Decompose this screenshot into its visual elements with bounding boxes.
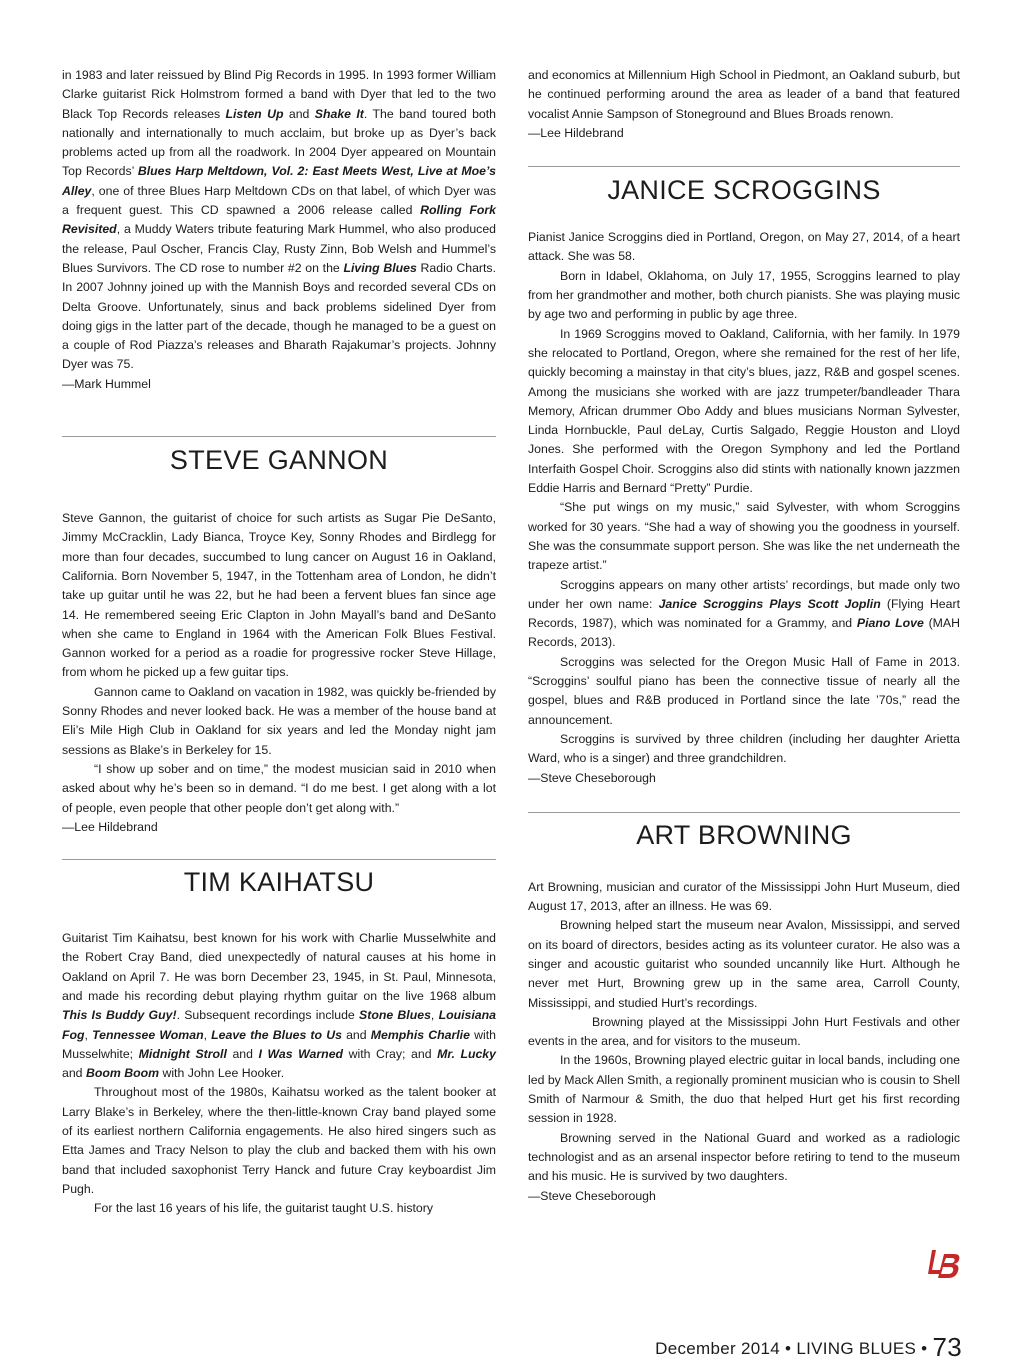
paragraph bbox=[528, 1051, 960, 1128]
text-run: Scroggins appears on many other artists’ recordings, but made only two under her own name: bbox=[528, 577, 960, 611]
text-run: Throughout most of the 1980s, Kaihatsu worked as the talent booker at Larry Blake’s in Berkeley, where the then-little-known Cray band played some of its earliest northern California engagements. He also hired singers such as Etta James and Tracy Nelson to play the club and backed them with his own band that included saxophonist Terry Hanck and future Cray keyboardist Jim Pugh. bbox=[62, 1085, 496, 1196]
title-emphasis: Listen Up bbox=[225, 106, 284, 121]
text-run: . Subsequent recordings include bbox=[176, 1008, 360, 1023]
title-emphasis: Leave the Blues to Us bbox=[211, 1027, 342, 1042]
paragraph bbox=[528, 878, 960, 917]
paragraph bbox=[528, 653, 960, 730]
title-emphasis: Memphis Charlie bbox=[370, 1027, 470, 1042]
title-emphasis: Piano Love bbox=[856, 616, 924, 631]
text-run: . The band toured both nationally and internationally to much acclaim, but broke up as Dyer’s back problems acted up from all the roadwork. In 2004 Dyer appeared on Mountain Top Records’ bbox=[62, 106, 496, 179]
section-title: STEVE GANNON bbox=[169, 445, 389, 476]
paragraph bbox=[528, 1129, 960, 1187]
section-divider bbox=[528, 812, 960, 813]
living-blues-logo bbox=[926, 1244, 964, 1282]
text-run: In 1969 Scroggins moved to Oakland, California, with her family. In 1979 she relocated to Portland, Oregon, where she remained for the rest of her life, quickly becoming a mainstay in that city’s blues, jazz, R&B and gospel scenes. Among the musicians she worked with are jazz trumpeter/bandleader Thara Memory, African drummer Obo Addy and blues musicians Norman Sylvester, Linda Hornbuckle, Paul deLay, Curtis Salgado, Reggie Houston and Lloyd Jones. She performed with the Oregon Symphony and led the Portland Interfaith Gospel Choir. Scroggins also did stints with nationally known jazzmen Eddie Harris and Bernard “Pretty” Purdie. bbox=[528, 326, 960, 496]
text-run: , bbox=[430, 1008, 439, 1023]
signature: —Steve Cheseborough bbox=[528, 770, 656, 785]
title-emphasis: I Was Warned bbox=[258, 1046, 344, 1061]
title-emphasis: Living Blues bbox=[343, 260, 417, 275]
page-footer bbox=[655, 1332, 962, 1363]
title-emphasis: Shake It bbox=[314, 106, 364, 121]
issue-date: December 2014 bbox=[655, 1339, 780, 1358]
text-run: with Musselwhite; bbox=[62, 1027, 496, 1061]
section-title: ART BROWNING bbox=[636, 819, 852, 850]
obituary-steve-gannon bbox=[62, 443, 496, 837]
text-run: and bbox=[283, 106, 315, 121]
bullet-separator: • bbox=[785, 1339, 792, 1358]
magazine-name: LIVING BLUES bbox=[796, 1339, 917, 1358]
section-title: JANICE SCROGGINS bbox=[607, 175, 881, 206]
paragraph bbox=[528, 228, 960, 267]
text-run: Born in Idabel, Oklahoma, on July 17, 1955, Scroggins learned to play from her grandmother and mother, both church pianists. She was playing music by age two and performing in public by age three. bbox=[528, 268, 960, 322]
text-run: and bbox=[62, 1066, 86, 1081]
signature: —Steve Cheseborough bbox=[528, 1188, 656, 1203]
text-run: Pianist Janice Scroggins died in Portland, Oregon, on May 27, 2014, of a heart attack. She was 58. bbox=[528, 230, 960, 264]
title-emphasis: Midnight Stroll bbox=[138, 1046, 227, 1061]
right-column bbox=[528, 66, 960, 1206]
page-number: 73 bbox=[932, 1332, 962, 1362]
paragraph bbox=[528, 730, 960, 769]
paragraph bbox=[62, 683, 496, 760]
text-run: Art Browning, musician and curator of the Mississippi John Hurt Museum, died August 17, 2013, after an illness. He was 69. bbox=[528, 879, 960, 914]
paragraph bbox=[62, 760, 496, 818]
paragraph bbox=[528, 1013, 960, 1052]
paragraph bbox=[62, 1199, 496, 1218]
paragraph bbox=[528, 498, 960, 575]
paragraph bbox=[528, 576, 960, 653]
paragraph bbox=[62, 509, 496, 683]
title-emphasis: Stone Blues bbox=[359, 1008, 431, 1023]
logo-mark bbox=[938, 1254, 959, 1278]
section-divider bbox=[62, 859, 496, 860]
text-run: Browning served in the National Guard and worked as a radiologic technologist and as an arsenal inspector before retiring to tend to the museum and his music. He is survived by two daughters. bbox=[528, 1130, 960, 1184]
text-run: Scroggins is survived by three children (including her daughter Arietta Ward, who is a singer) and three grandchildren. bbox=[528, 731, 960, 766]
text-run: Steve Gannon, the guitarist of choice for such artists as Sugar Pie DeSanto, Jimmy McCracklin, Lady Bianca, Troyce Key, Sonny Rhodes and Birdlegg for more than four decades, succumbed to lung cancer on August 16 in Oakland, California. Born November 5, 1947, in the Tottenham area of London, he didn’t take up guitar until he was 22, but he had been a fervent blues fan since age 14. He remembered seeing Eric Clapton in John Mayall’s band and DeSanto when she came to England in 1964 with the American Folk Blues Festival. Gannon worked for a period as a roadie for progressive rocker Steve Hillage, from whom he picked up a few guitar tips. bbox=[62, 511, 496, 680]
title-emphasis: Boom Boom bbox=[85, 1066, 160, 1081]
text-run: Browning helped start the museum near Avalon, Mississippi, and served on its board of directors, besides acting as its volunteer curator. He also was a singer and acoustic guitarist who sounded uncannily like Hurt. Although he never met Hurt, Browning grew up in the same area, Carroll County, Mississippi, and studied Hurt’s recordings. bbox=[528, 918, 960, 1010]
text-run: with Cray; and bbox=[343, 1046, 438, 1061]
text-run: , one of three Blues Harp Meltdown CDs on that label, of which Dyer was a frequent guest. This CD spawned a 2006 release called bbox=[62, 183, 496, 218]
paragraph bbox=[528, 916, 960, 1012]
obituary-janice-scroggins bbox=[528, 173, 960, 788]
text-run: Scroggins was selected for the Oregon Music Hall of Fame in 2013. “Scroggins’ soulful piano has been the connective tissue of nearly all the gospel, blues and R&B produced in Portland since the late ’70s,” read the announcement. bbox=[528, 654, 960, 727]
title-emphasis: Tennessee Woman bbox=[92, 1027, 204, 1042]
paragraph bbox=[528, 325, 960, 499]
text-run: For the last 16 years of his life, the guitarist taught U.S. history bbox=[94, 1201, 434, 1216]
text-run: “She put wings on my music,” said Sylvester, with whom Scroggins worked for 30 years. “She had a way of showing you the goodness in yourself. She was the consummate support person. She was like the net underneath the trapeze artist.” bbox=[528, 500, 960, 573]
section-divider bbox=[62, 436, 496, 437]
text-run: with John Lee Hooker. bbox=[159, 1066, 285, 1081]
text-run: (Flying Heart Records, 1987), which was nominated for a Grammy, and bbox=[528, 596, 960, 631]
section-divider bbox=[528, 166, 960, 167]
left-column bbox=[62, 66, 496, 1219]
paragraph bbox=[62, 929, 496, 1083]
paragraph bbox=[528, 267, 960, 325]
obituary-tim-kaihatsu bbox=[62, 865, 496, 1218]
text-run: , bbox=[84, 1027, 93, 1042]
obituary-art-browning bbox=[528, 818, 960, 1206]
text-run: , a Muddy Waters tribute featuring Mark Hummel, who also produced the release, Paul Oscher, Francis Clay, Rusty Zinn, Bob Welsh and Hummel’s Blues Survivors. The CD rose to number #2 on the bbox=[62, 222, 496, 275]
title-emphasis: Rolling Fork Revisited bbox=[62, 203, 496, 237]
title-emphasis: Blues Harp Meltdown, Vol. 2: East Meets West, Live at Moe’s Alley bbox=[62, 164, 496, 198]
text-run: Guitarist Tim Kaihatsu, best known for his work with Charlie Musselwhite and the Robert Cray Band, died unexpectedly of natural causes at his home in Oakland on April 7. He was born December 23, 1945, in St. Paul, Minnesota, and made his recording debut playing rhythm guitar on the live 1968 album bbox=[62, 931, 496, 1003]
continuation-paragraph bbox=[528, 66, 960, 124]
signature: —Lee Hildebrand bbox=[528, 125, 624, 140]
text-run: in 1983 and later reissued by Blind Pig Records in 1995. In 1993 former William Clarke guitarist Rick Holmstrom formed a band with Dyer that led to the two Black Top Records releases bbox=[62, 68, 496, 121]
title-emphasis: Mr. Lucky bbox=[437, 1046, 496, 1061]
signature: —Lee Hildebrand bbox=[62, 819, 158, 834]
text-run: Gannon came to Oakland on vacation in 1982, was quickly be-friended by Sonny Rhodes and never looked back. He was a member of the house band at Eli’s Mile High Club in Oakland for six years and led the Monday night jam sessions as Blake’s in Berkeley for 15. bbox=[62, 684, 496, 757]
text-run: In the 1960s, Browning played electric guitar in local bands, including one led by Mack Allen Smith, a regionally prominent musician who is cousin to Shell Smith of Narmour & Smith, the duo that helped Hurt get his first recording session in 1928. bbox=[528, 1053, 960, 1126]
text-run: and bbox=[226, 1046, 259, 1061]
text-run: (MAH Records, 2013). bbox=[528, 616, 960, 650]
text-run: , bbox=[203, 1027, 212, 1042]
bullet-separator: • bbox=[921, 1339, 928, 1358]
title-emphasis: This Is Buddy Guy! bbox=[62, 1008, 177, 1023]
text-run: Radio Charts. In 2007 Johnny joined up with the Mannish Boys and recorded several CDs on Delta Groove. Unfortunately, sinus and back problems sidelined Dyer from doing gigs in the latter part of the decade, though he managed to be a guest on a couple of Rod Piazza’s releases and Bharath Rajakumar’s projects. Johnny Dyer was 75. bbox=[62, 260, 497, 372]
text-run: Browning played at the Mississippi John Hurt Festivals and other events in the area, and for visitors to the museum. bbox=[528, 1014, 960, 1049]
title-emphasis: Janice Scroggins Plays Scott Joplin bbox=[658, 596, 881, 611]
paragraph bbox=[62, 1083, 496, 1199]
text-run: “I show up sober and on time,” the modest musician said in 2010 when asked about why he’s been so in demand. “I do me best. I get along with a lot of people, even people that other people don’t get along with.” bbox=[62, 761, 496, 815]
signature: —Mark Hummel bbox=[62, 376, 151, 391]
title-emphasis: Louisiana Fog bbox=[62, 1008, 496, 1042]
text-run: and bbox=[341, 1027, 371, 1042]
intro-paragraph bbox=[62, 66, 496, 375]
text-run: and economics at Millennium High School in Piedmont, an Oakland suburb, but he continued performing around the area as leader of a band that featured vocalist Annie Sampson of Stoneground and Blues Broads renown. bbox=[528, 68, 960, 121]
section-title: TIM KAIHATSU bbox=[183, 867, 375, 898]
